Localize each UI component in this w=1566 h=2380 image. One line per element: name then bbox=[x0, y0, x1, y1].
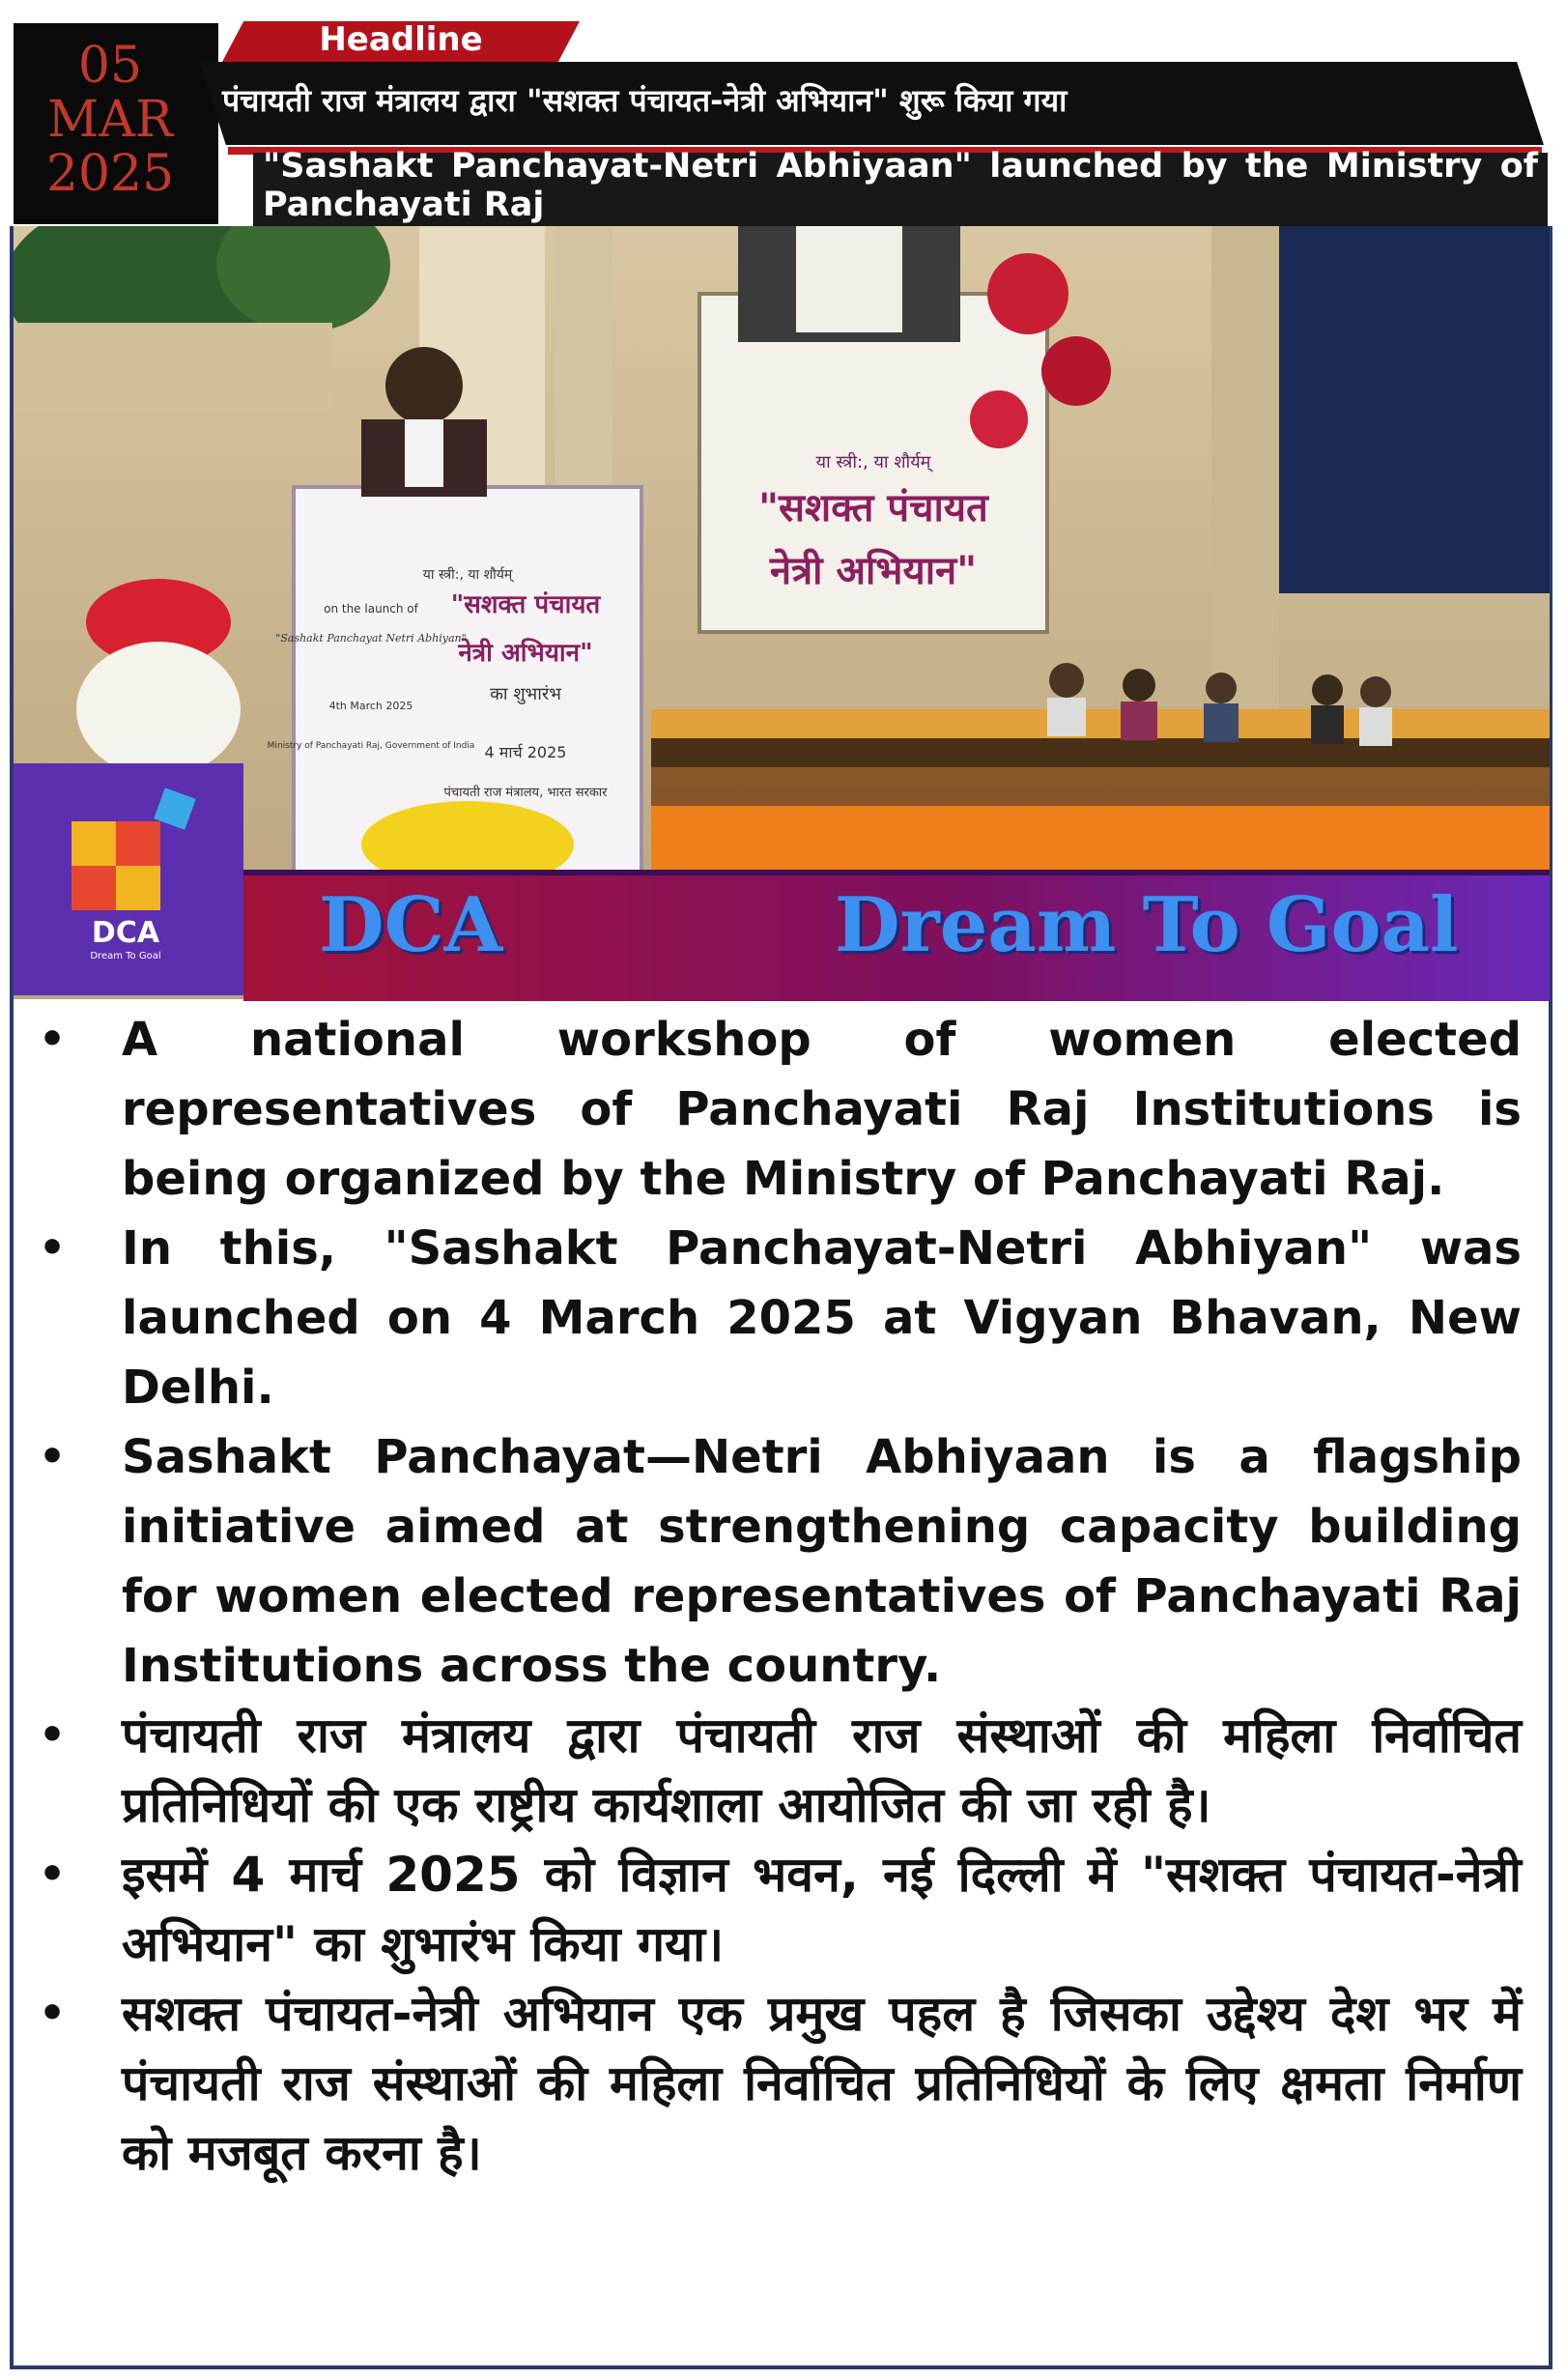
screen-text-1: या स्त्री:, या शौर्यम् bbox=[815, 452, 931, 473]
bullet-dot: • bbox=[39, 1015, 67, 1064]
podium-hindi-5: पंचायती राज मंत्रालय, भारत सरकार bbox=[443, 786, 608, 800]
bullet-list bbox=[39, 1005, 1522, 2188]
screen-text-2: "सशक्त पंचायत bbox=[758, 486, 988, 530]
podium-text-3: "Sashakt Panchayat Netri Abhiyan" bbox=[275, 632, 467, 645]
podium-hindi-3: का शुभारंभ bbox=[490, 684, 561, 704]
bullet-item bbox=[39, 1840, 1522, 1979]
bullet-text: इसमें 4 मार्च 2025 को विज्ञान भवन, नई दिल्ली में "सशक्त पंचायत-नेत्री अभियान" का शुभारंभ किया गया। bbox=[122, 1847, 1522, 1972]
date-stamp bbox=[14, 39, 207, 201]
date-day: 05 bbox=[77, 37, 143, 95]
bullet-item bbox=[39, 1979, 1522, 2188]
banner-tagline: Dream To Goal bbox=[835, 881, 1459, 969]
logo-text: DCA bbox=[91, 916, 160, 950]
bullet-text: A national workshop of women elected representatives of Panchayati Raj Institutions is being organized by the Ministry of Panchayati Raj. bbox=[122, 1013, 1522, 1206]
podium-hindi-2: नेत्री अभियान" bbox=[458, 639, 593, 668]
bullet-text: सशक्त पंचायत-नेत्री अभियान एक प्रमुख पहल है जिसका उद्देश्य देश भर में पंचायती राज संस्थाओं की महिला निर्वाचित प्रतिनिधियों के लिए क्षमता निर्माण को मजबूत करना है। bbox=[122, 1986, 1522, 2181]
podium-text-4: 4th March 2025 bbox=[328, 700, 413, 712]
screen-text-3: नेत्री अभियान" bbox=[769, 549, 978, 593]
headline-english: "Sashakt Panchayat-Netri Abhiyaan" launched by the Ministry of Panchayati Raj bbox=[263, 147, 1538, 224]
podium-text-1: या स्त्री:, या शौर्यम् bbox=[422, 567, 513, 583]
bullet-text: Sashakt Panchayat—Netri Abhiyaan is a flagship initiative aimed at strengthening capacity building for women elected representatives of Panchayati Raj Institutions across the country. bbox=[122, 1430, 1522, 1693]
banner-brand-name: DCA bbox=[319, 881, 503, 969]
bullet-item bbox=[39, 1422, 1522, 1701]
bullet-dot: • bbox=[39, 1989, 67, 2038]
date-month: MAR bbox=[47, 91, 173, 149]
bullet-item bbox=[39, 1005, 1522, 1214]
bullet-dot: • bbox=[39, 1223, 67, 1273]
podium-text-2: on the launch of bbox=[324, 602, 418, 616]
bullet-text: In this, "Sashakt Panchayat-Netri Abhiyan" was launched on 4 March 2025 at Vigyan Bhavan, New Delhi. bbox=[122, 1221, 1522, 1415]
bullet-dot: • bbox=[39, 1850, 67, 1899]
bullet-dot: • bbox=[39, 1432, 67, 1481]
bullet-item bbox=[39, 1214, 1522, 1422]
headline-hindi: पंचायती राज मंत्रालय द्वारा "सशक्त पंचायत-नेत्री अभियान" शुरू किया गया bbox=[222, 82, 1068, 119]
podium-hindi-1: "सशक्त पंचायत bbox=[450, 590, 601, 619]
headline-tab-label: Headline bbox=[319, 20, 483, 59]
date-year: 2025 bbox=[45, 145, 175, 203]
bullet-item bbox=[39, 1701, 1522, 1840]
podium-text-5: Ministry of Panchayati Raj, Government of India bbox=[267, 741, 475, 751]
bullet-dot: • bbox=[39, 1710, 67, 1760]
podium-hindi-4: 4 मार्च 2025 bbox=[484, 743, 567, 761]
logo-subtext: Dream To Goal bbox=[90, 951, 161, 961]
bullet-text: पंचायती राज मंत्रालय द्वारा पंचायती राज संस्थाओं की महिला निर्वाचित प्रतिनिधियों की एक राष्ट्रीय कार्यशाला आयोजित की जा रही है। bbox=[122, 1707, 1522, 1833]
